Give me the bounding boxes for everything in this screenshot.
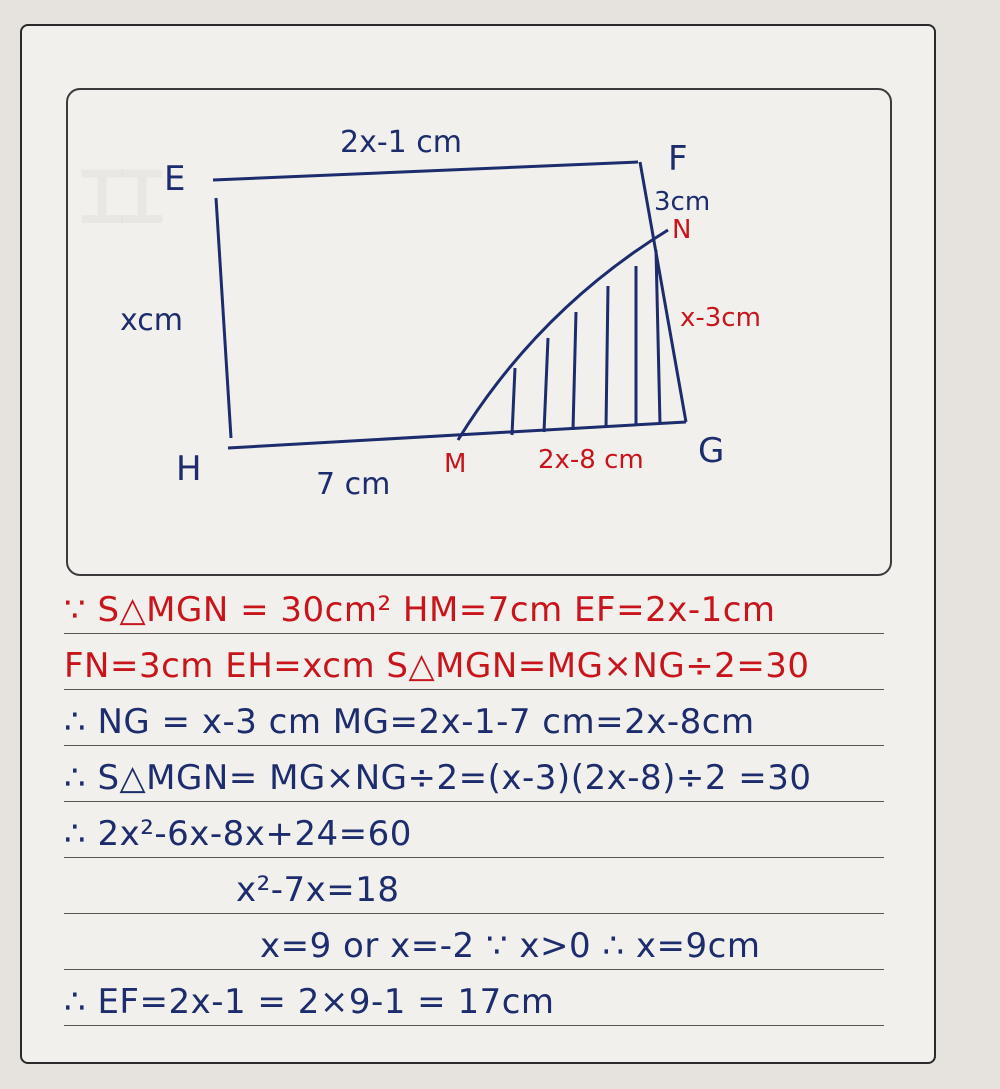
solution-text-4: ∴ S△MGN= MG×NG÷2=(x-3)(2x-8)÷2 =30 — [64, 758, 812, 798]
solution-text-7: x=9 or x=-2 ∵ x>0 ∴ x=9cm — [260, 926, 761, 966]
length-label-ef: 2x-1 cm — [340, 125, 463, 160]
vertex-label-n: N — [672, 215, 692, 245]
solution-line-2 — [64, 634, 884, 690]
length-label-fn: 3cm — [654, 187, 711, 217]
length-label-eh: xcm — [120, 303, 183, 338]
solution-line-3 — [64, 690, 884, 746]
solution-text-5: ∴ 2x²-6x-8x+24=60 — [64, 814, 412, 854]
solution-line-7 — [64, 914, 884, 970]
geometry-diagram — [68, 90, 890, 574]
solution-text-6: x²-7x=18 — [236, 870, 400, 910]
vertex-label-f: F — [668, 139, 688, 179]
solution-text-2: FN=3cm EH=xcm S△MGN=MG×NG÷2=30 — [64, 646, 810, 686]
edge-ef — [213, 162, 638, 180]
rule-line — [64, 1025, 884, 1026]
watermark: ꞮꞮ — [82, 158, 163, 238]
vertex-label-e: E — [164, 159, 186, 199]
edge-eh — [216, 198, 231, 438]
solution-line-4 — [64, 746, 884, 802]
length-label-hm: 7 cm — [316, 467, 391, 502]
solution-line-1 — [64, 578, 884, 634]
solution-line-5 — [64, 802, 884, 858]
solution-line-8 — [64, 970, 884, 1026]
vertex-label-h: H — [176, 449, 202, 489]
solution-text-3: ∴ NG = x-3 cm MG=2x-1-7 cm=2x-8cm — [64, 702, 755, 742]
length-label-ng: x-3cm — [680, 303, 761, 333]
solution-line-6 — [64, 858, 884, 914]
triangle-hatching — [512, 250, 660, 435]
solution-text-8: ∴ EF=2x-1 = 2×9-1 = 17cm — [64, 982, 555, 1022]
vertex-label-g: G — [698, 431, 725, 471]
length-label-mg: 2x-8 cm — [538, 445, 644, 475]
vertex-label-m: M — [444, 449, 467, 479]
diagram-frame — [66, 88, 892, 576]
solution-text-1: ∵ S△MGN = 30cm² HM=7cm EF=2x-1cm — [64, 590, 776, 630]
